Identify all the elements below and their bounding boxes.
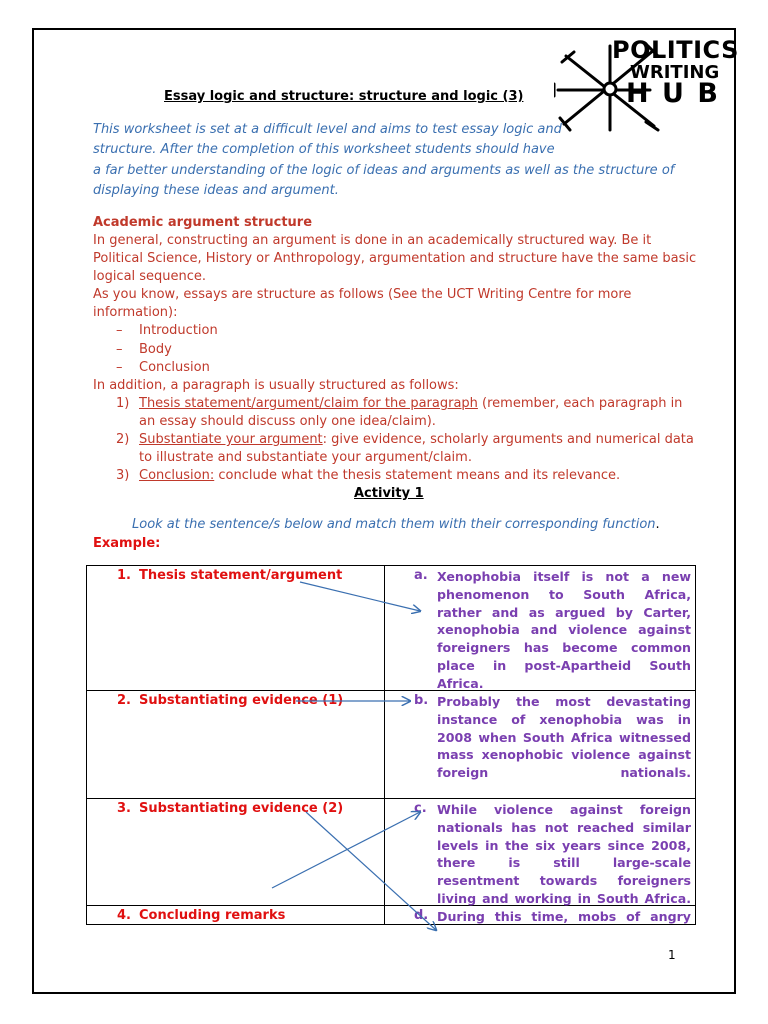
intro-line-4: displaying these ideas and argument. bbox=[93, 183, 339, 198]
intro-line-3: a far better understanding of the logic of ideas and arguments as well as the structure of bbox=[93, 163, 675, 178]
body-line-4: As you know, essays are structure as follows (See the UCT Writing Centre for more bbox=[93, 287, 632, 302]
numbered-item-1-underlined: Thesis statement/argument/claim for the paragraph bbox=[139, 396, 478, 411]
logo-text-hub: H U B bbox=[626, 78, 720, 109]
function-number: 1. bbox=[117, 568, 131, 583]
function-cell bbox=[87, 906, 385, 925]
numbered-item-1-rest: (remember, each paragraph in bbox=[477, 396, 683, 411]
function-number: 2. bbox=[117, 693, 131, 708]
sentence-cell bbox=[385, 799, 696, 906]
sentence-letter: c. bbox=[414, 801, 427, 816]
page-number: 1 bbox=[668, 948, 676, 962]
instruction-text: Look at the sentence/s below and match them with their corresponding function bbox=[132, 517, 656, 532]
body-line-1: In general, constructing an argument is done in an academically structured way. Be it bbox=[93, 233, 652, 248]
matching-table bbox=[86, 565, 696, 925]
worksheet-title: Essay logic and structure: structure and logic (3) bbox=[164, 89, 524, 104]
sentence-letter: b. bbox=[414, 693, 429, 708]
sentence-text: During this time, mobs of angry bbox=[437, 909, 691, 924]
sentence-cell bbox=[385, 906, 696, 925]
table-row bbox=[87, 799, 696, 906]
numbered-item-3-rest: conclude what the thesis statement means and its relevance. bbox=[214, 468, 621, 483]
body-line-2: Political Science, History or Anthropology, argumentation and structure have the same basic bbox=[93, 251, 697, 266]
dash-item-conclusion: Conclusion bbox=[139, 360, 210, 375]
instruction bbox=[132, 516, 660, 534]
paragraph-intro: In addition, a paragraph is usually structured as follows: bbox=[93, 378, 459, 393]
dash-item-introduction: Introduction bbox=[139, 323, 218, 338]
politics-writing-hub-logo bbox=[554, 36, 739, 132]
logo-text-writing: WRITING bbox=[630, 62, 720, 83]
dash-bullet: – bbox=[116, 323, 123, 338]
function-number: 4. bbox=[117, 908, 131, 923]
intro-line-2: structure. After the completion of this worksheet students should have bbox=[93, 142, 555, 157]
sentence-cell bbox=[385, 566, 696, 691]
table-row bbox=[87, 566, 696, 691]
activity-heading: Activity 1 bbox=[354, 486, 424, 501]
function-label: Thesis statement/argument bbox=[139, 568, 343, 583]
function-cell bbox=[87, 799, 385, 906]
instruction-period: . bbox=[655, 517, 660, 532]
function-cell bbox=[87, 691, 385, 799]
sentence-text: Probably the most devastating instance of xenophobia was in 2008 when South Africa witnessed mass xenophobic violence against foreign nationals. bbox=[437, 694, 691, 781]
numbered-marker-1: 1) bbox=[116, 396, 130, 411]
numbered-item-2-rest: : give evidence, scholarly arguments and numerical data bbox=[322, 432, 694, 447]
sentence-letter: a. bbox=[414, 568, 428, 583]
body-line-3: logical sequence. bbox=[93, 269, 207, 284]
table-row bbox=[87, 906, 696, 925]
sentence-text: Xenophobia itself is not a new phenomenon to South Africa, rather and as argued by Carter, xenophobia and violence against foreigners has become common place in post-Apartheid South Africa. bbox=[437, 569, 691, 691]
dash-bullet: – bbox=[116, 360, 123, 375]
example-label: Example: bbox=[93, 536, 161, 551]
sentence-letter: d. bbox=[414, 908, 429, 923]
numbered-item-2-line2: to illustrate and substantiate your argument/claim. bbox=[139, 450, 472, 465]
numbered-item-2-underlined: Substantiate your argument bbox=[139, 432, 323, 447]
function-number: 3. bbox=[117, 801, 131, 816]
sentence-cell bbox=[385, 691, 696, 799]
numbered-item-2 bbox=[139, 431, 694, 449]
dash-item-body: Body bbox=[139, 342, 172, 357]
numbered-item-1 bbox=[139, 395, 682, 413]
logo-text-politics: POLITICS bbox=[612, 36, 739, 64]
function-label: Substantiating evidence (2) bbox=[139, 801, 344, 816]
body-line-5: information): bbox=[93, 305, 178, 320]
section-heading: Academic argument structure bbox=[93, 215, 313, 230]
numbered-item-3-underlined: Conclusion: bbox=[139, 468, 215, 483]
numbered-marker-2: 2) bbox=[116, 432, 130, 447]
numbered-item-1-line2: an essay should discuss only one idea/claim). bbox=[139, 414, 436, 429]
intro-line-1: This worksheet is set at a difficult level and aims to test essay logic and bbox=[93, 122, 562, 137]
table-row bbox=[87, 691, 696, 799]
function-label: Concluding remarks bbox=[139, 908, 286, 923]
function-cell bbox=[87, 566, 385, 691]
numbered-item-3 bbox=[139, 467, 620, 485]
function-label: Substantiating evidence (1) bbox=[139, 693, 344, 708]
sentence-text: While violence against foreign nationals has not reached similar levels in the six years since 2008, there is still large-scale resentment towards foreigners living and working in South Africa. bbox=[437, 802, 691, 906]
dash-bullet: – bbox=[116, 342, 123, 357]
numbered-marker-3: 3) bbox=[116, 468, 130, 483]
